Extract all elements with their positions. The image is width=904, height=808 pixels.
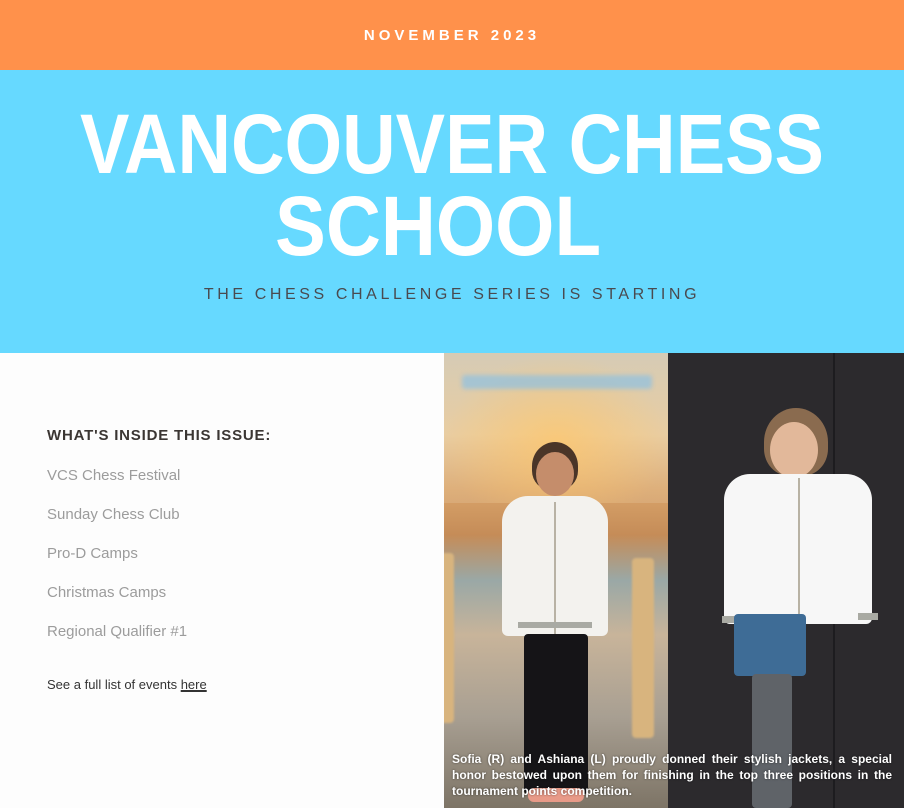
masthead xyxy=(0,70,904,353)
chair xyxy=(632,558,654,738)
contents-item[interactable]: Regional Qualifier #1 xyxy=(47,623,188,640)
contents-item[interactable]: Sunday Chess Club xyxy=(47,506,180,523)
events-line xyxy=(47,677,207,692)
issue-date-band xyxy=(0,0,904,70)
events-text: See a full list of events xyxy=(47,677,181,692)
contents-item[interactable]: Christmas Camps xyxy=(47,584,167,601)
contents-item[interactable]: VCS Chess Festival xyxy=(47,467,181,484)
photo-ashiana xyxy=(444,353,668,808)
chair xyxy=(444,553,454,723)
contents-panel xyxy=(0,353,444,808)
contents-item[interactable]: Pro-D Camps xyxy=(47,545,138,562)
title-line-2: SCHOOL xyxy=(275,179,601,270)
photo-caption: Sofia (R) and Ashiana (L) proudly donned their stylish jackets, a special honor bestowed upon them for finishing in the top three positions in the tournament points competition. xyxy=(452,752,892,798)
student-right xyxy=(718,408,898,808)
photo-sofia xyxy=(668,353,904,808)
contents-heading: WHAT'S INSIDE THIS ISSUE: xyxy=(47,427,272,444)
contents-list xyxy=(47,467,187,662)
issue-date: NOVEMBER 2023 xyxy=(363,27,541,44)
events-link[interactable]: here xyxy=(180,677,207,692)
students-photo xyxy=(444,353,904,808)
masthead-subtitle: THE CHESS CHALLENGE SERIES IS STARTING xyxy=(203,286,701,303)
screen-banner xyxy=(462,375,652,389)
title-line-1: VANCOUVER CHESS xyxy=(80,97,824,191)
masthead-title xyxy=(0,70,904,270)
